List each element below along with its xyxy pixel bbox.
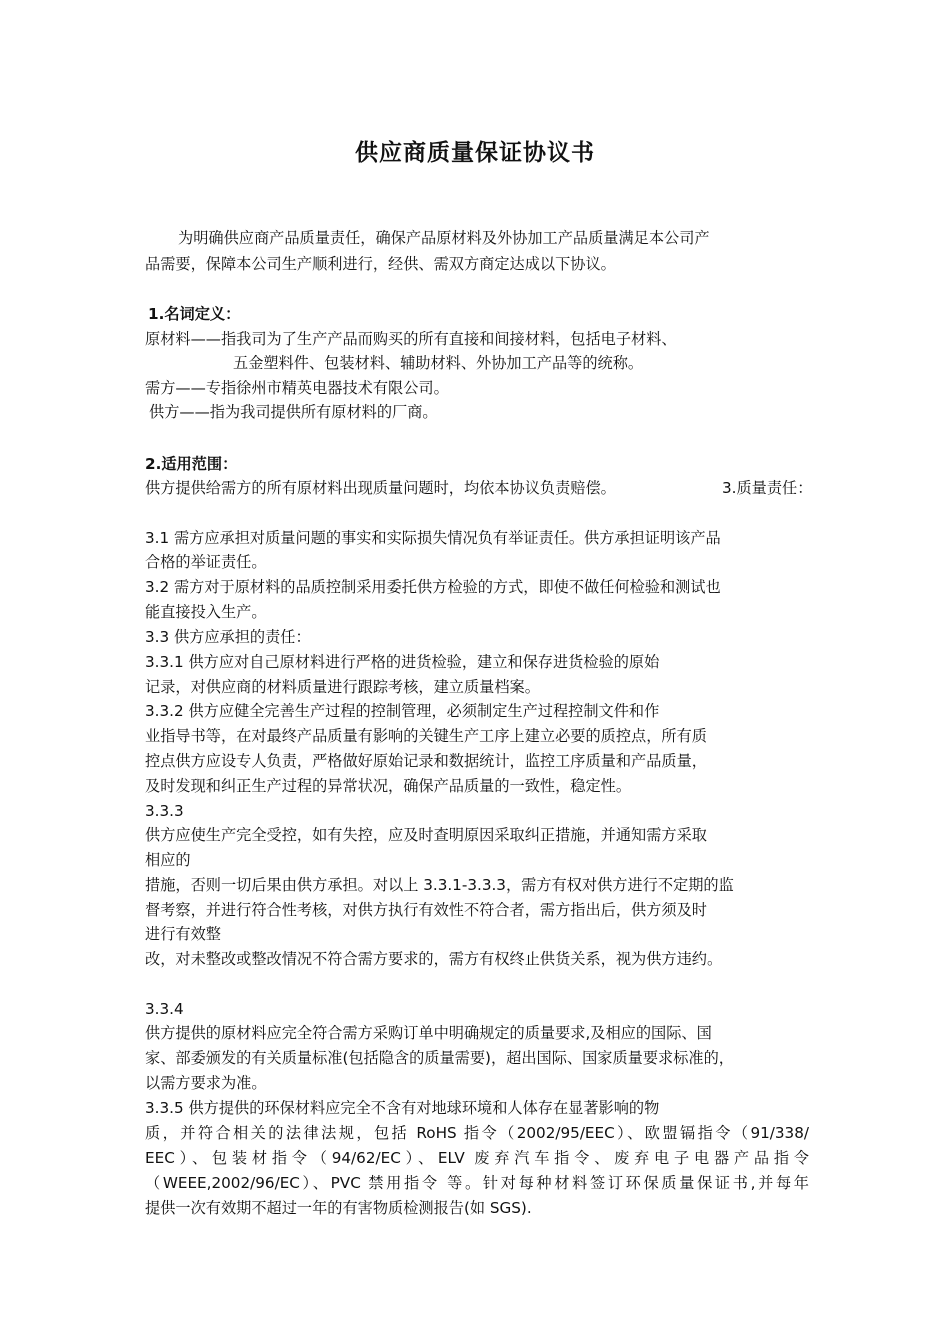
- clause-3-3-2-line-1: 3.3.2 供方应健全完善生产过程的控制管理，必须制定生产过程控制文件和作: [145, 702, 660, 720]
- section-3-heading: 3.质量责任：: [722, 479, 813, 497]
- definition-raw-materials-cont: 五金塑料件、包装材料、辅助材料、外协加工产品等的统称。: [233, 354, 644, 372]
- clause-3-3-5-line-4: （WEEE,2002/96/EC）、PVC 禁用指令 等。针对每种材料签订环保质量保证书,并每年: [145, 1174, 809, 1192]
- clause-3-1-line-2: 合格的举证责任。: [145, 553, 267, 571]
- clause-3-3-4-line-2: 家、部委颁发的有关质量标准(包括隐含的质量需要)，超出国际、国家质量要求标准的，: [145, 1049, 734, 1067]
- clause-3-3-5-line-5: 提供一次有效期不超过一年的有害物质检测报告(如 SGS).: [145, 1199, 532, 1217]
- clause-3-3-3-line-4: 督考察，并进行符合性考核，对供方执行有效性不符合者，需方指出后，供方须及时: [145, 901, 707, 919]
- clause-3-3-3-line-1: 供方应使生产完全受控，如有失控，应及时查明原因采取纠正措施，并通知需方采取: [145, 826, 707, 844]
- clause-3-2-line-2: 能直接投入生产。: [145, 603, 267, 621]
- clause-3-3-4-number: 3.3.4: [145, 1000, 184, 1018]
- section-2-heading: 2.适用范围：: [145, 455, 238, 473]
- clause-3-3-5-line-1: 3.3.5 供方提供的环保材料应完全不含有对地球环境和人体存在显著影响的物: [145, 1099, 660, 1117]
- definition-supplier: 供方——指为我司提供所有原材料的厂商。: [149, 403, 438, 421]
- intro-line-1: 为明确供应商产品质量责任，确保产品原材料及外协加工产品质量满足本公司产: [178, 229, 710, 247]
- clause-3-3: 3.3 供方应承担的责任：: [145, 628, 311, 646]
- clause-3-3-3-line-2: 相应的: [145, 851, 191, 869]
- document-title: 供应商质量保证协议书: [355, 140, 595, 166]
- intro-line-2: 品需要，保障本公司生产顺利进行，经供、需双方商定达成以下协议。: [145, 255, 616, 273]
- clause-3-3-4-line-3: 以需方要求为准。: [145, 1074, 267, 1092]
- clause-3-3-3-number: 3.3.3: [145, 802, 184, 820]
- scope-text: 供方提供给需方的所有原材料出现质量问题时，均依本协议负责赔偿。: [145, 479, 616, 497]
- clause-3-3-3-line-3: 措施，否则一切后果由供方承担。对以上 3.3.1-3.3.3，需方有权对供方进行不定期的监: [145, 876, 734, 894]
- clause-3-2-line-1: 3.2 需方对于原材料的品质控制采用委托供方检验的方式，即使不做任何检验和测试也: [145, 578, 721, 596]
- clause-3-3-2-line-2: 业指导书等，在对最终产品质量有影响的关键生产工序上建立必要的质控点，所有质: [145, 727, 707, 745]
- clause-3-3-2-line-4: 及时发现和纠正生产过程的异常状况，确保产品质量的一致性，稳定性。: [145, 777, 631, 795]
- clause-3-3-4-line-1: 供方提供的原材料应完全符合需方采购订单中明确规定的质量要求,及相应的国际、国: [145, 1024, 712, 1042]
- clause-3-1-line-1: 3.1 需方应承担对质量问题的事实和实际损失情况负有举证责任。供方承担证明该产品: [145, 529, 721, 547]
- clause-3-3-5-line-2: 质，并符合相关的法律法规，包括 RoHS 指令（2002/95/EEC）、欧盟镉指令（91/338/: [145, 1124, 809, 1142]
- clause-3-3-1-line-1: 3.3.1 供方应对自己原材料进行严格的进货检验，建立和保存进货检验的原始: [145, 653, 660, 671]
- clause-3-3-5-line-3: EEC）、包装材指令（94/62/EC）、ELV 废弃汽车指令、废弃电子电器产品指令: [145, 1149, 809, 1167]
- clause-3-3-1-line-2: 记录，对供应商的材料质量进行跟踪考核，建立质量档案。: [145, 678, 540, 696]
- clause-3-3-3-line-6: 改，对未整改或整改情况不符合需方要求的，需方有权终止供货关系，视为供方违约。: [145, 950, 723, 968]
- clause-3-3-2-line-3: 控点供方应设专人负责，严格做好原始记录和数据统计，监控工序质量和产品质量，: [145, 752, 707, 770]
- definition-raw-materials: 原材料——指我司为了生产产品而购买的所有直接和间接材料，包括电子材料、: [145, 330, 677, 348]
- section-1-heading: 1.名词定义：: [148, 305, 241, 323]
- definition-buyer: 需方——专指徐州市精英电器技术有限公司。: [145, 379, 449, 397]
- clause-3-3-3-line-5: 进行有效整: [145, 925, 221, 943]
